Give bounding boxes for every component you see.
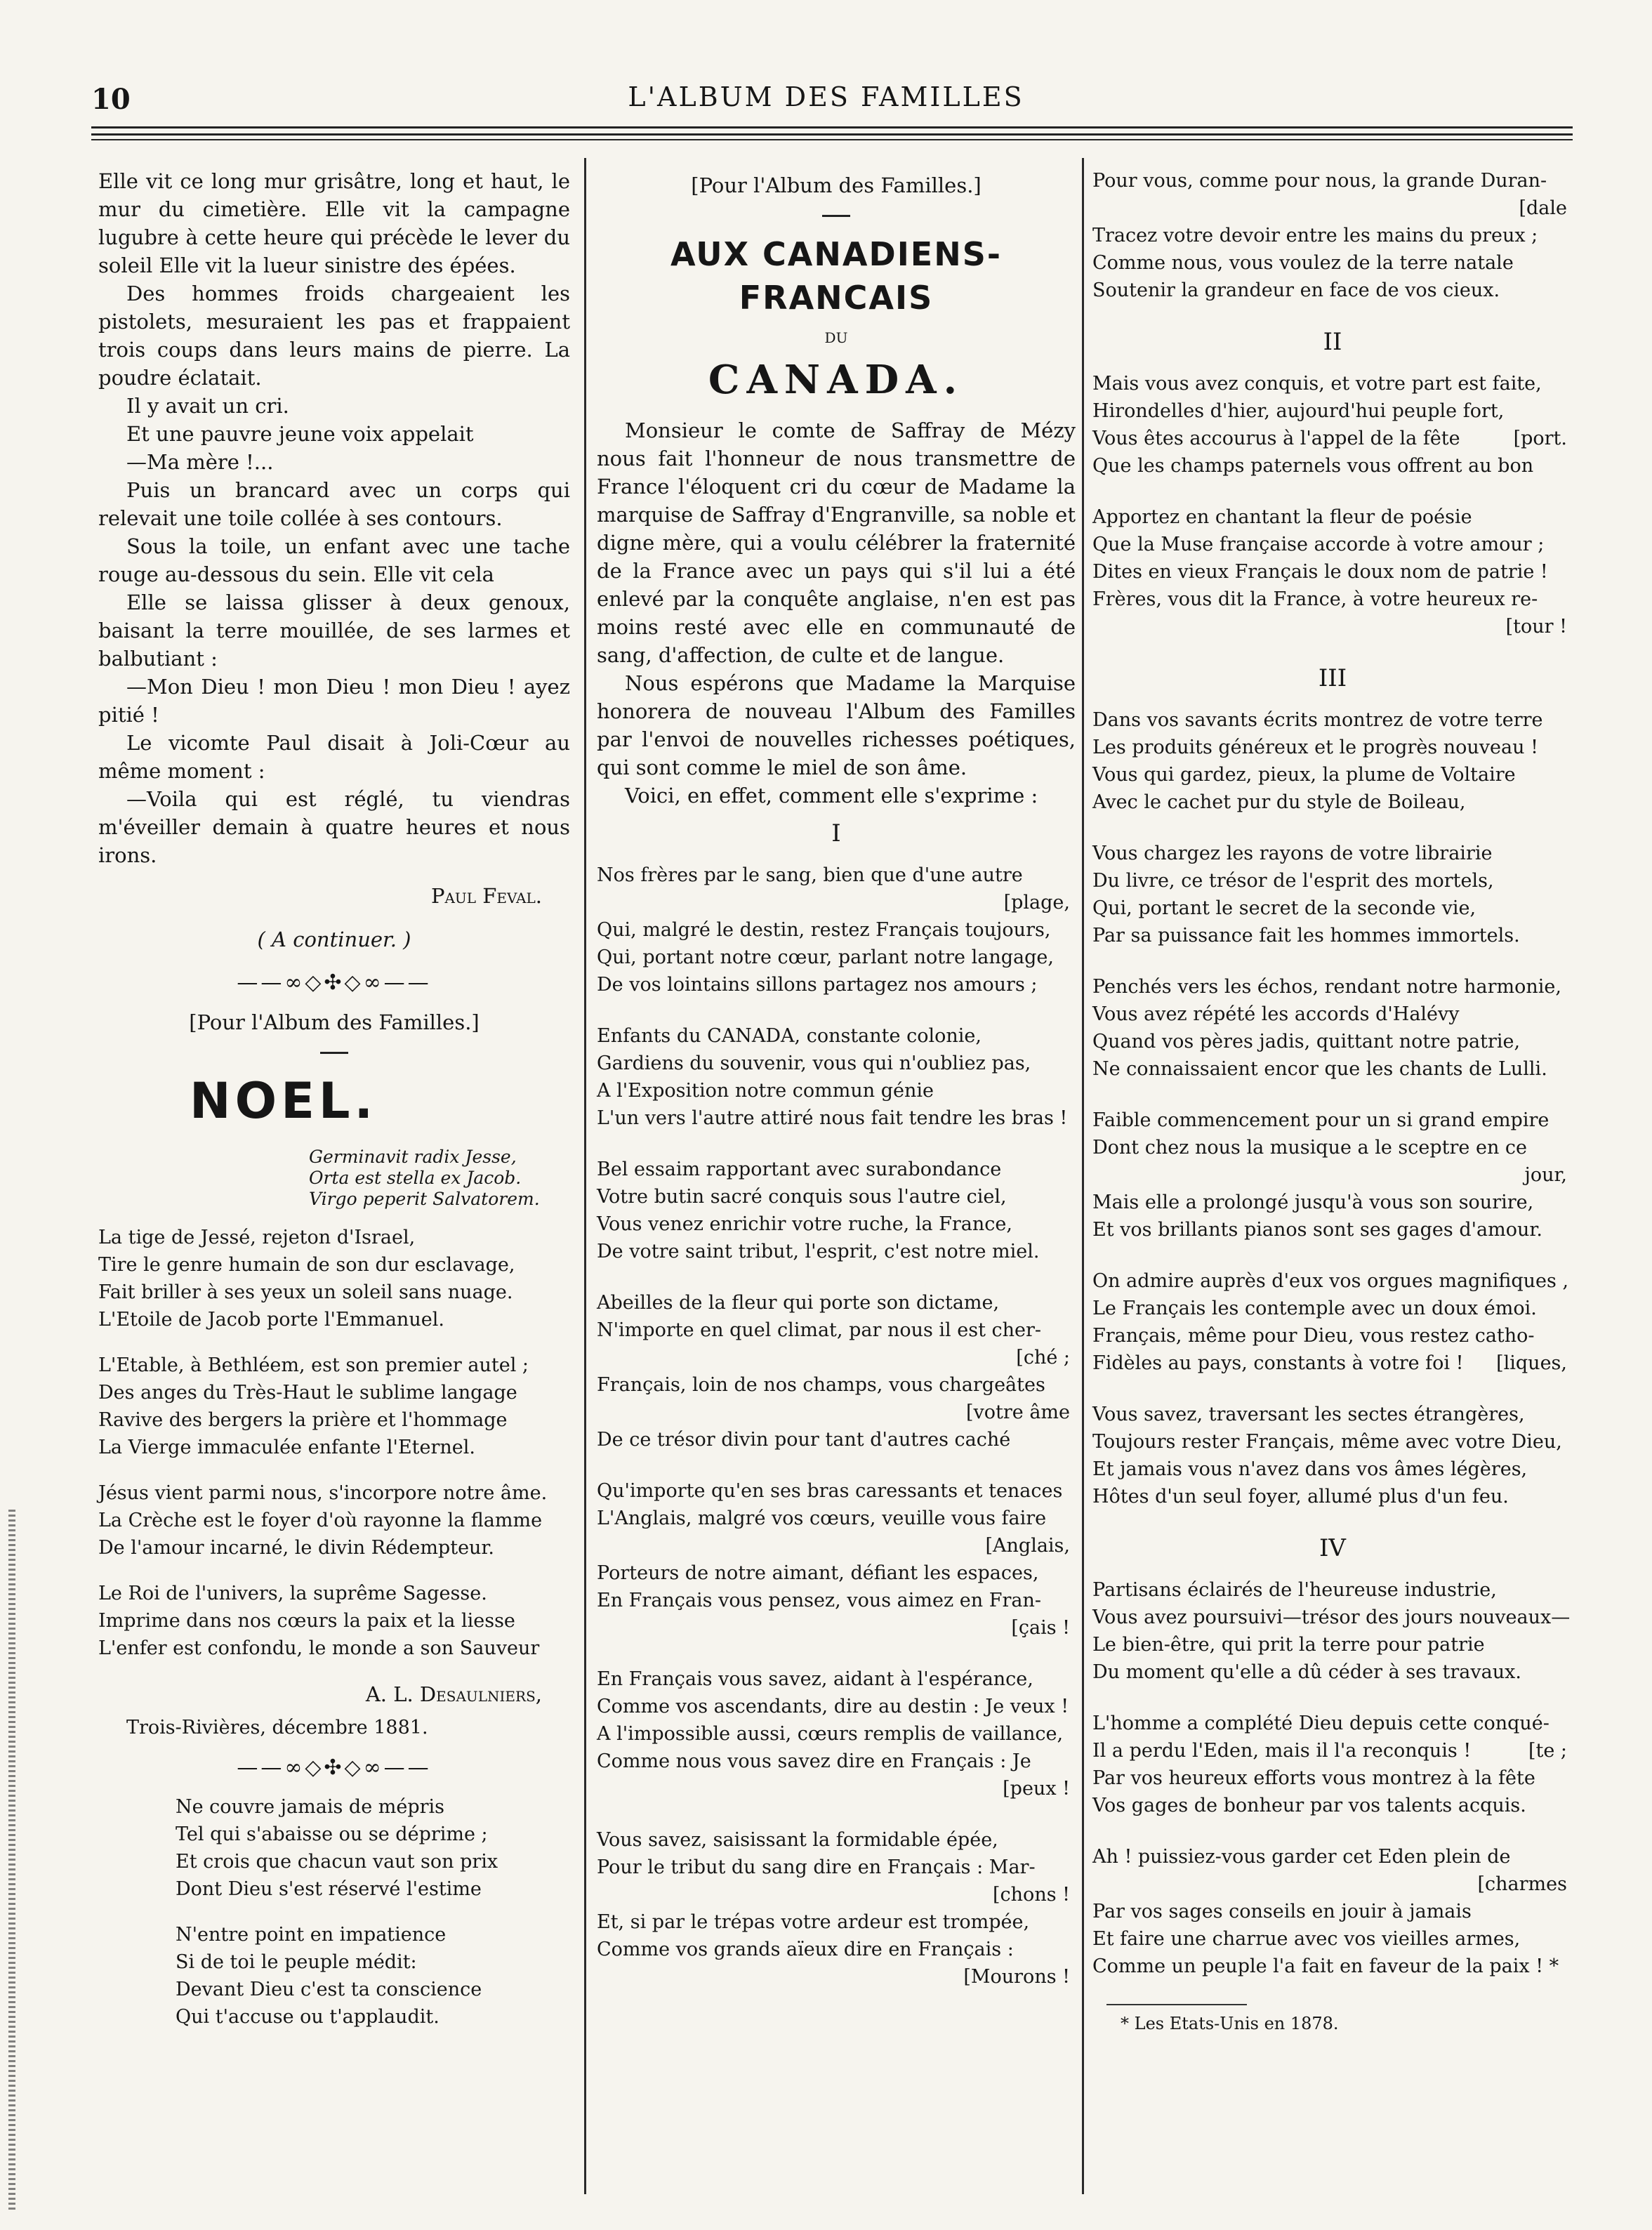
verse-turnover: [ché ;	[1016, 1347, 1070, 1368]
verse-line: Il a perdu l'Eden, mais il l'a reconquis !	[1092, 1740, 1472, 1762]
continuation-note: ( A continuer. )	[257, 928, 411, 951]
source-note: [Pour l'Album des Familles.]	[691, 173, 982, 197]
verse-row	[597, 889, 1076, 916]
verse-row	[1092, 397, 1573, 425]
verse-row	[1092, 1710, 1573, 1737]
verse-row	[597, 1371, 1076, 1399]
verse-line: Que les champs paternels vous offrent au bon	[1092, 455, 1534, 477]
verse-row	[1092, 558, 1573, 586]
stanza	[1092, 1576, 1573, 1686]
verse-line: Du livre, ce trésor de l'esprit des mortels,	[1092, 870, 1494, 892]
footnote: * Les Etats-Unis en 1878.	[1121, 2014, 1339, 2033]
paragraph: —Mon Dieu ! mon Dieu ! mon Dieu ! ayez pitié !	[98, 675, 570, 727]
stanza	[1092, 706, 1573, 816]
verse-line: Dites en vieux Français le doux nom de patrie !	[1092, 561, 1548, 583]
stanza	[597, 1289, 1076, 1453]
verse-row	[1092, 586, 1573, 613]
verse-row	[1092, 1028, 1573, 1055]
canada-poem-part-2	[1092, 370, 1573, 640]
verse-line: Du moment qu'elle a dû céder à ses travaux.	[1092, 1661, 1521, 1683]
verse-line: Dont Dieu s'est réservé l'estime	[176, 1878, 482, 1900]
verse-row	[1092, 1737, 1573, 1764]
poem-date: Trois-Rivières, décembre 1881.	[126, 1717, 428, 1739]
verse-line: Avec le cachet pur du style de Boileau,	[1092, 791, 1466, 813]
verse-row	[1092, 613, 1573, 640]
verse-line: Faible commencement pour un si grand empire	[1092, 1109, 1549, 1131]
story-text	[98, 167, 570, 869]
epigraph-line: Germinavit radix Jesse,	[309, 1147, 517, 1167]
verse-line: Tel qui s'abaisse ou se déprime ;	[176, 1823, 488, 1845]
stanza	[176, 1793, 570, 1903]
epigraph	[309, 1147, 570, 1210]
stanza	[1092, 840, 1573, 949]
verse-line: La Crèche est le foyer d'où rayonne la flamme	[98, 1510, 543, 1531]
section-numeral: III	[1318, 664, 1347, 692]
verse-line: Vous avez répété les accords d'Halévy	[1092, 1003, 1460, 1025]
noel-title: NOEL.	[190, 1072, 378, 1130]
verse-line: Enfants du CANADA, constante colonie,	[597, 1025, 982, 1047]
verse-row	[1092, 867, 1573, 895]
verse-line: A l'impossible aussi, cœurs remplis de vaillance,	[597, 1723, 1064, 1745]
verse-row	[1092, 1764, 1573, 1792]
verse-line: Par vos heureux efforts vous montrez à la fête	[1092, 1767, 1535, 1789]
verse-line: Si de toi le peuple médit:	[176, 1951, 417, 1973]
verse-row	[1092, 1658, 1573, 1686]
stanza	[597, 862, 1076, 998]
verse-row	[597, 1399, 1076, 1426]
verse-line: Vous venez enrichir votre ruche, la France,	[597, 1213, 1012, 1235]
verse-line: Vous qui gardez, pieux, la plume de Voltaire	[1092, 764, 1516, 786]
verse-turnover: [Anglais,	[985, 1535, 1070, 1557]
verse-row	[597, 1238, 1076, 1265]
verse-line: Et crois que chacun vaut son prix	[176, 1851, 498, 1873]
verse-row	[1092, 1925, 1573, 1953]
header-rule	[91, 139, 1573, 140]
verse-row	[597, 1344, 1076, 1371]
verse-row	[1092, 167, 1573, 194]
verse-row	[1092, 1898, 1573, 1925]
stanza	[1092, 1107, 1573, 1243]
verse-line: Tracez votre devoir entre les mains du preux ;	[1092, 225, 1538, 246]
stanza	[1092, 167, 1573, 304]
verse-line: Comme nous vous savez dire en Français : Je	[597, 1750, 1031, 1772]
verse-row	[1092, 249, 1573, 277]
verse-row	[1092, 1055, 1573, 1083]
verse-turnover: jour,	[1524, 1164, 1567, 1186]
verse-line: Quand vos pères jadis, quittant notre patrie,	[1092, 1031, 1521, 1053]
canada-poem-part-4	[1092, 1576, 1573, 1980]
verse-line: L'enfer est confondu, le monde a son Sauveur	[98, 1637, 540, 1659]
verse-line: Ah ! puissiez-vous garder cet Eden plein de	[1092, 1846, 1511, 1868]
verse-line: A l'Exposition notre commun génie	[597, 1080, 934, 1102]
paragraph: Et une pauvre jeune voix appelait	[126, 422, 474, 446]
verse-line: Des anges du Très-Haut le sublime langage	[98, 1382, 517, 1404]
section-numeral: IV	[1319, 1534, 1346, 1562]
verse-line: La tige de Jessé, rejeton d'Israel,	[98, 1227, 416, 1248]
verse-row	[1092, 1401, 1573, 1428]
verse-line: Qui, portant notre cœur, parlant notre langage,	[597, 946, 1054, 968]
verse-row	[597, 1963, 1076, 1991]
verse-row	[597, 1908, 1076, 1936]
verse-line: Qui t'accuse ou t'applaudit.	[176, 2006, 440, 2028]
short-poem	[98, 1793, 570, 2031]
canada-poem-continued	[1092, 167, 1573, 304]
epigraph-line: Virgo peperit Salvatorem.	[309, 1189, 540, 1209]
verse-line: Mais elle a prolongé jusqu'à vous son sourire,	[1092, 1192, 1534, 1213]
verse-line: Penchés vers les échos, rendant notre harmonie,	[1092, 976, 1561, 998]
verse-row	[597, 1505, 1076, 1532]
verse-line: Et jamais vous n'avez dans vos âmes légères,	[1092, 1458, 1528, 1480]
verse-line: Et vos brillants pianos sont ses gages d'amour.	[1092, 1219, 1542, 1241]
verse-line: Par sa puissance fait les hommes immortels.	[1092, 925, 1520, 946]
canada-poem-part-3	[1092, 706, 1573, 1510]
verse-line: Bel essaim rapportant avec surabondance	[597, 1159, 1002, 1180]
verse-turnover: [votre âme	[965, 1401, 1070, 1423]
verse-row	[1092, 1843, 1573, 1871]
verse-line: Vous chargez les rayons de votre librairie	[1092, 843, 1493, 864]
verse-row	[1092, 1792, 1573, 1819]
title-connector: DU	[824, 329, 848, 346]
verse-row	[1092, 761, 1573, 789]
verse-row	[1092, 1134, 1573, 1161]
verse-line: Comme un peuple l'a fait en faveur de la paix ! *	[1092, 1955, 1559, 1977]
footnote-rule	[1106, 2004, 1247, 2005]
verse-row	[1092, 840, 1573, 867]
verse-row	[597, 971, 1076, 998]
verse-row	[1092, 277, 1573, 304]
verse-line: Pour vous, comme pour nous, la grande Duran-	[1092, 170, 1547, 192]
verse-row	[597, 1289, 1076, 1317]
noel-poem	[98, 1224, 570, 1662]
paragraph: Sous la toile, un enfant avec une tache rouge au-dessous du sein. Elle vit cela	[98, 534, 570, 586]
verse-turnover: [çais !	[1011, 1617, 1070, 1639]
verse-row	[597, 1936, 1076, 1963]
verse-line: Vos gages de bonheur par vos talents acquis.	[1092, 1795, 1526, 1816]
verse-line: Toujours rester Français, même avec votre Dieu,	[1092, 1431, 1562, 1453]
verse-line: Hôtes d'un seul foyer, allumé plus d'un feu.	[1092, 1486, 1509, 1507]
verse-turnover: [plage,	[1003, 892, 1070, 913]
verse-row	[597, 1183, 1076, 1210]
verse-line: De vos lointains sillons partagez nos amours ;	[597, 974, 1038, 996]
verse-line: Le bien-être, qui prit la terre pour patrie	[1092, 1634, 1485, 1656]
paragraph: Des hommes froids chargeaient les pistolets, mesuraient les pas et frappaient trois coups dans leurs mains de pierre. La poudre éclatait.	[98, 282, 570, 390]
verse-row	[597, 1881, 1076, 1908]
article-title-canada: CANADA.	[708, 357, 965, 403]
verse-row	[597, 1317, 1076, 1344]
verse-row	[597, 1477, 1076, 1505]
verse-row	[1092, 531, 1573, 558]
running-title: L'ALBUM DES FAMILLES	[628, 81, 1024, 112]
verse-line: En Français vous pensez, vous aimez en Fran-	[597, 1590, 1041, 1611]
verse-line: N'importe en quel climat, par nous il est cher-	[597, 1319, 1042, 1341]
short-rule	[320, 1052, 348, 1054]
stanza	[1092, 503, 1573, 640]
verse-line: Votre butin sacré conquis sous l'autre ciel,	[597, 1186, 1007, 1208]
verse-line: Hirondelles d'hier, aujourd'hui peuple fort,	[1092, 400, 1505, 422]
verse-row	[1092, 370, 1573, 397]
verse-line: Comme vos grands aïeux dire en Français :	[597, 1939, 1014, 1960]
verse-row	[1092, 1456, 1573, 1483]
stanza	[98, 1352, 570, 1461]
verse-row	[597, 1775, 1076, 1802]
verse-row	[1092, 895, 1573, 922]
verse-row	[597, 1665, 1076, 1693]
verse-line: On admire auprès d'eux vos orgues magnifiques ,	[1092, 1270, 1569, 1292]
verse-row	[1092, 1001, 1573, 1028]
column-3	[1092, 167, 1573, 2038]
verse-line: Partisans éclairés de l'heureuse industrie,	[1092, 1579, 1497, 1601]
stanza	[597, 1665, 1076, 1802]
verse-row	[1092, 1322, 1573, 1350]
verse-turnover: [peux !	[1003, 1778, 1070, 1800]
verse-line: L'Anglais, malgré vos cœurs, veuille vous faire	[597, 1507, 1047, 1529]
verse-row	[597, 1748, 1076, 1775]
verse-line: Ne connaissaient encor que les chants de Lulli.	[1092, 1058, 1547, 1080]
verse-row	[1092, 1189, 1573, 1216]
verse-line: Dans vos savants écrits montrez de votre terre	[1092, 709, 1543, 731]
verse-line: Qui, malgré le destin, restez Français toujours,	[597, 919, 1051, 941]
verse-row	[1092, 452, 1573, 480]
column-divider	[1082, 158, 1084, 2194]
stanza	[1092, 1267, 1573, 1377]
verse-row	[597, 1826, 1076, 1854]
ornament-divider: ——∞◇✣◇∞——	[237, 1755, 432, 1780]
verse-row	[1092, 734, 1573, 761]
stanza	[1092, 1843, 1573, 1980]
verse-row	[597, 916, 1076, 944]
verse-line: Tire le genre humain de son dur esclavage,	[98, 1254, 515, 1276]
verse-line: Vous avez poursuivi—trésor des jours nouveaux—	[1092, 1606, 1571, 1628]
verse-row	[1092, 1576, 1573, 1604]
verse-row	[597, 1720, 1076, 1748]
stanza	[1092, 1401, 1573, 1510]
verse-line: L'Etoile de Jacob porte l'Emmanuel.	[98, 1309, 444, 1331]
verse-row	[597, 1614, 1076, 1642]
verse-line: Vous savez, saisissant la formidable épée,	[597, 1829, 998, 1851]
verse-row	[597, 944, 1076, 971]
verse-row	[597, 1426, 1076, 1453]
verse-row	[597, 1210, 1076, 1238]
verse-line: Frères, vous dit la France, à votre heureux re-	[1092, 588, 1538, 610]
verse-line: Mais vous avez conquis, et votre part est faite,	[1092, 373, 1542, 395]
verse-turnover: [Mourons !	[963, 1966, 1070, 1988]
verse-row	[1092, 1216, 1573, 1243]
epigraph-line: Orta est stella ex Jacob.	[309, 1168, 522, 1188]
verse-line: Devant Dieu c'est ta conscience	[176, 1979, 482, 2000]
scan-edge-mark	[8, 1510, 15, 2212]
stanza	[597, 1022, 1076, 1132]
stanza	[98, 1479, 570, 1562]
verse-row	[1092, 1483, 1573, 1510]
verse-line: Comme nous, vous voulez de la terre natale	[1092, 252, 1514, 274]
paragraph: —Ma mère !...	[126, 450, 274, 474]
verse-turnover: [port.	[1513, 428, 1567, 449]
page-number: 10	[91, 83, 131, 116]
paragraph: Il y avait un cri.	[126, 394, 289, 418]
verse-row	[597, 1022, 1076, 1050]
stanza	[1092, 1710, 1573, 1819]
verse-turnover: [charmes	[1477, 1873, 1567, 1895]
stanza	[1092, 973, 1573, 1083]
verse-line: Pour le tribut du sang dire en Français : Mar-	[597, 1856, 1036, 1878]
verse-row	[1092, 194, 1573, 222]
header-rule	[91, 133, 1573, 136]
verse-row	[597, 1050, 1076, 1077]
section-numeral: II	[1323, 328, 1342, 356]
verse-row	[1092, 1871, 1573, 1898]
paragraph: Elle vit ce long mur grisâtre, long et haut, le mur du cimetière. Elle vit la campagne lugubre à cette heure qui précède le lever du soleil Elle vit la lueur sinistre des épées.	[98, 169, 570, 277]
paragraph: Voici, en effet, comment elle s'exprime :	[625, 784, 1038, 807]
verse-line: En Français vous savez, aidant à l'espérance,	[597, 1668, 1033, 1690]
verse-line: Fidèles au pays, constants à votre foi !	[1092, 1352, 1464, 1374]
poem-signature: A. L. Desaulniers,	[365, 1682, 542, 1706]
verse-row	[597, 1156, 1076, 1183]
verse-line: L'homme a complété Dieu depuis cette conqué-	[1092, 1713, 1549, 1734]
verse-line: N'entre point en impatience	[176, 1924, 447, 1946]
verse-line: Et, si par le trépas votre ardeur est trompée,	[597, 1911, 1030, 1933]
verse-line: Comme vos ascendants, dire au destin : Je veux !	[597, 1696, 1069, 1717]
verse-row	[1092, 425, 1573, 452]
verse-line: Par vos sages conseils en jouir à jamais	[1092, 1901, 1472, 1922]
introduction-text	[597, 416, 1076, 810]
verse-line: Vous savez, traversant les sectes étrangères,	[1092, 1404, 1525, 1425]
stanza	[176, 1921, 570, 2031]
verse-row	[597, 1104, 1076, 1132]
paragraph: Nous espérons que Madame la Marquise honorera de nouveau l'Album des Familles par l'envoi de nouvelles richesses poétiques, qui sont comme le miel de son âme.	[597, 671, 1076, 779]
verse-line: Dont chez nous la musique a le sceptre en ce	[1092, 1137, 1528, 1159]
verse-line: Apportez en chantant la fleur de poésie	[1092, 506, 1472, 528]
section-numeral: I	[831, 819, 841, 847]
verse-line: Fait briller à ses yeux un soleil sans nuage.	[98, 1281, 513, 1303]
verse-row	[1092, 1631, 1573, 1658]
verse-row	[1092, 1161, 1573, 1189]
author-signature: Paul Feval.	[430, 884, 542, 908]
verse-line: Qu'importe qu'en ses bras caressants et tenaces	[597, 1480, 1063, 1502]
verse-line: Qui, portant le secret de la seconde vie,	[1092, 897, 1476, 919]
stanza	[597, 1156, 1076, 1265]
verse-turnover: [dale	[1519, 197, 1567, 219]
verse-row	[597, 1077, 1076, 1104]
verse-row	[1092, 1350, 1573, 1377]
paragraph: Monsieur le comte de Saffray de Mézy nous fait l'honneur de nous transmettre de France l'éloquent cri du cœur de Madame la marquise de Saffray d'Engranville, sa noble et digne mère, qui a voulu célébrer la fraternité de la France avec un pays qui s'il lui a été enlevé par la conquête anglaise, n'en est pas moins resté avec elle en communauté de sang, d'affection, de culte et de langue.	[597, 418, 1076, 667]
verse-line: Et faire une charrue avec vos vieilles armes,	[1092, 1928, 1521, 1950]
verse-row	[1092, 973, 1573, 1001]
verse-line: De votre saint tribut, l'esprit, c'est notre miel.	[597, 1241, 1040, 1262]
verse-row	[1092, 1604, 1573, 1631]
verse-row	[1092, 789, 1573, 816]
verse-line: Le Roi de l'univers, la suprême Sagesse.	[98, 1583, 487, 1604]
verse-line: Gardiens du souvenir, vous qui n'oubliez pas,	[597, 1053, 1031, 1074]
stanza	[98, 1580, 570, 1662]
verse-turnover: [chons !	[993, 1884, 1070, 1906]
paragraph: —Voila qui est réglé, tu viendras m'éveiller demain à quatre heures et nous irons.	[98, 787, 570, 867]
verse-line: Imprime dans nos cœurs la paix et la liesse	[98, 1610, 515, 1632]
verse-line: De ce trésor divin pour tant d'autres caché	[597, 1429, 1011, 1451]
verse-row	[1092, 1295, 1573, 1322]
verse-line: Les produits généreux et le progrès nouveau !	[1092, 737, 1538, 758]
verse-line: Nos frères par le sang, bien que d'une autre	[597, 864, 1023, 886]
verse-row	[1092, 1107, 1573, 1134]
verse-line: La Vierge immaculée enfante l'Eternel.	[98, 1437, 475, 1458]
source-note: [Pour l'Album des Familles.]	[189, 1010, 480, 1034]
verse-line: L'un vers l'autre attiré nous fait tendre les bras !	[597, 1107, 1068, 1129]
verse-row	[1092, 503, 1573, 531]
verse-row	[597, 862, 1076, 889]
canada-poem-part-1	[597, 862, 1076, 1991]
verse-line: L'Etable, à Bethléem, est son premier autel ;	[98, 1354, 529, 1376]
paragraph: Elle se laissa glisser à deux genoux, baisant la terre mouillée, de ses larmes et balbutiant :	[98, 591, 570, 671]
article-title: AUX CANADIENS-FRANCAIS	[670, 235, 1002, 317]
paragraph: Le vicomte Paul disait à Joli-Cœur au même moment :	[98, 731, 570, 783]
short-rule	[822, 215, 850, 217]
verse-line: Jésus vient parmi nous, s'incorpore notre âme.	[98, 1482, 548, 1504]
stanza	[1092, 370, 1573, 480]
verse-row	[597, 1559, 1076, 1587]
verse-turnover: [liques,	[1496, 1352, 1567, 1374]
verse-line: Que la Muse française accorde à votre amour ;	[1092, 534, 1545, 555]
paragraph: Puis un brancard avec un corps qui relevait une toile collée à ses contours.	[98, 478, 570, 530]
stanza	[597, 1477, 1076, 1642]
verse-row	[597, 1587, 1076, 1614]
column-1	[98, 167, 570, 2049]
verse-line: De l'amour incarné, le divin Rédempteur.	[98, 1537, 494, 1559]
verse-row	[1092, 1428, 1573, 1456]
verse-line: Soutenir la grandeur en face de vos cieux.	[1092, 279, 1500, 301]
verse-line: Le Français les contemple avec un doux émoi.	[1092, 1298, 1537, 1319]
verse-line: Ravive des bergers la prière et l'hommage	[98, 1409, 508, 1431]
verse-line: Français, même pour Dieu, vous restez catho-	[1092, 1325, 1535, 1347]
verse-row	[597, 1693, 1076, 1720]
verse-row	[1092, 1953, 1573, 1980]
stanza	[98, 1224, 570, 1333]
column-divider	[584, 158, 586, 2194]
verse-row	[1092, 1267, 1573, 1295]
header-rule	[91, 126, 1573, 128]
verse-row	[597, 1532, 1076, 1559]
verse-line: Vous êtes accourus à l'appel de la fête	[1092, 428, 1460, 449]
verse-row	[1092, 922, 1573, 949]
verse-turnover: [tour !	[1505, 616, 1567, 638]
verse-line: Porteurs de notre aimant, défiant les espaces,	[597, 1562, 1039, 1584]
verse-line: Français, loin de nos champs, vous chargeâtes	[597, 1374, 1045, 1396]
verse-row	[1092, 706, 1573, 734]
verse-line: Abeilles de la fleur qui porte son dictame,	[597, 1292, 1000, 1314]
verse-row	[1092, 222, 1573, 249]
verse-line: Ne couvre jamais de mépris	[176, 1796, 445, 1818]
verse-turnover: [te ;	[1528, 1740, 1567, 1762]
column-2	[597, 167, 1076, 2014]
ornament-divider: ——∞◇✣◇∞——	[237, 970, 432, 995]
stanza	[597, 1826, 1076, 1991]
verse-row	[597, 1854, 1076, 1881]
